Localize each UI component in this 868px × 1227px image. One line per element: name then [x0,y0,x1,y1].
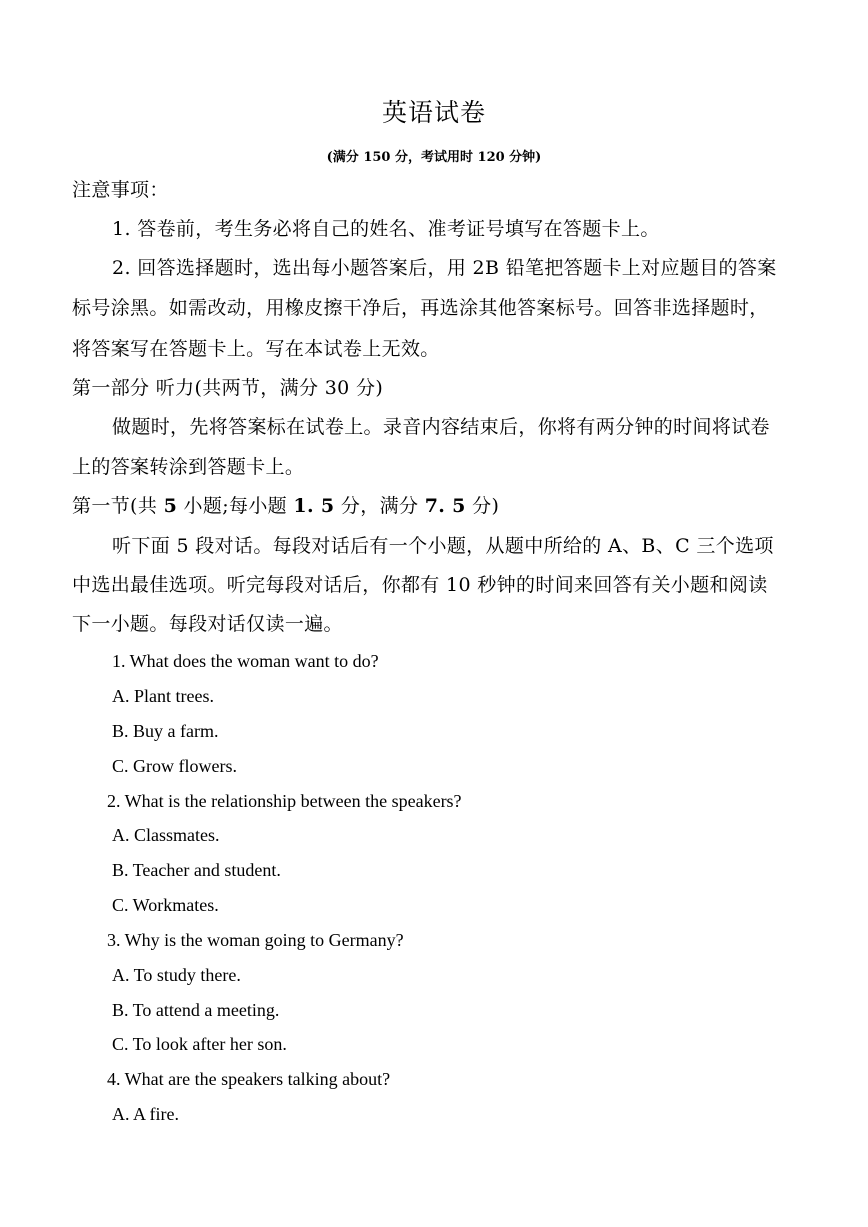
question-3-option-b: B. To attend a meeting. [112,1000,280,1020]
question-2-option-b: B. Teacher and student. [112,860,281,880]
question-2-option-a: A. Classmates. [112,825,220,845]
section1-score-total: 7. 5 [424,495,466,517]
question-1-option-c: C. Grow flowers. [112,756,237,776]
section1-heading-mid2: 分，满分 [334,495,425,517]
question-4-stem: 4. What are the speakers talking about? [107,1069,391,1089]
question-4-option-a: A. A fire. [112,1104,179,1124]
question-1-stem: 1. What does the woman want to do? [112,651,379,671]
notice-item-1: 1. 答卷前，考生务必将自己的姓名、准考证号填写在答题卡上。 [112,218,660,240]
question-3-option-a: A. To study there. [112,965,241,985]
part1-intro-line-1: 做题时，先将答案标在试卷上。录音内容结束后，你将有两分钟的时间将试卷 [112,416,770,438]
section1-score-each: 1. 5 [293,495,335,517]
section1-intro-line-1: 听下面 5 段对话。每段对话后有一个小题，从题中所给的 A、B、C 三个选项 [112,535,774,557]
section1-heading-mid1: 小题;每小题 [177,495,294,517]
question-1-option-b: B. Buy a farm. [112,721,219,741]
question-3-option-c: C. To look after her son. [112,1034,287,1054]
page-title: 英语试卷 [381,98,486,127]
question-2-option-c: C. Workmates. [112,895,219,915]
notice-item-2-line-1: 2. 回答选择题时，选出每小题答案后，用 2B 铅笔把答题卡上对应题目的答案 [112,257,777,279]
section1-heading-prefix: 第一节(共 [72,495,164,517]
question-1-option-a: A. Plant trees. [112,686,214,706]
part1-intro-line-2: 上的答案转涂到答题卡上。 [72,456,305,478]
question-3-stem: 3. Why is the woman going to Germany? [107,930,404,950]
section1-intro-line-2: 中选出最佳选项。听完每段对话后，你都有 10 秒钟的时间来回答有关小题和阅读 [72,574,768,596]
section1-heading-suffix: 分) [465,495,500,517]
page-subtitle: (满分 150 分，考试用时 120 分钟) [326,150,542,165]
notice-item-2-line-3: 将答案写在答题卡上。写在本试卷上无效。 [72,338,440,360]
section1-heading [72,492,499,520]
notice-item-2-line-2: 标号涂黑。如需改动，用橡皮擦干净后，再选涂其他答案标号。回答非选择题时， [72,297,769,319]
section1-question-count: 5 [163,495,178,517]
section1-intro-line-3: 下一小题。每段对话仅读一遍。 [72,613,343,635]
part1-heading: 第一部分 听力(共两节，满分 30 分) [72,377,384,399]
question-2-stem: 2. What is the relationship between the speakers? [107,791,462,811]
notice-heading: 注意事项： [72,179,169,201]
